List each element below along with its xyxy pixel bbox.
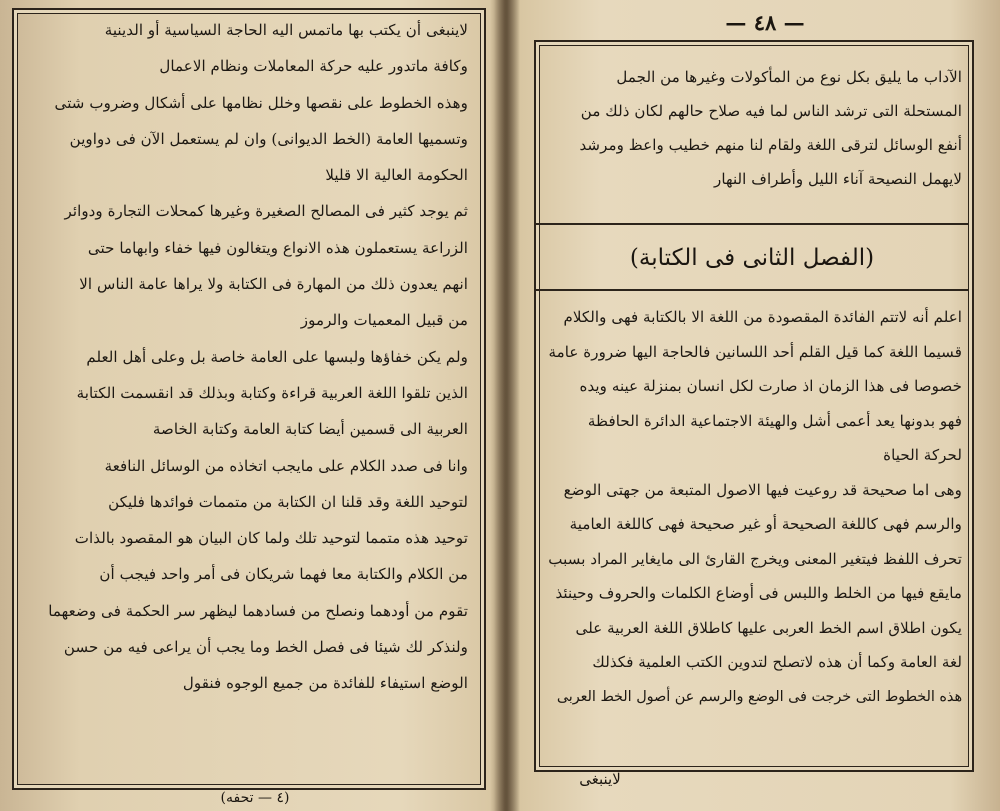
text-line: لغة العامة وكما أن هذه لاتصلح لتدوين الكتب العلمية فكذلك: [592, 653, 962, 671]
text-line: مايقع فيها من الخلط واللبس فى أوضاع الكلمات والحروف وحينئذ: [555, 584, 962, 602]
text-line: هذه الخطوط التى خرجت فى الوضع والرسم عن أصول الخط العربى: [556, 688, 962, 705]
text-line: وكافة ماتدور عليه حركة المعاملات ونظام الاعمال: [159, 57, 468, 76]
text-line: وهى اما صحيحة قد روعيت فيها الاصول المتبعة من جهتى الوضع: [563, 480, 962, 499]
section-rule-bottom: [536, 289, 968, 291]
section-rule-top: [536, 223, 968, 225]
text-line: تحرف اللفظ فيتغير المعنى ويخرج القارئ الى مايغاير المراد بسبب: [548, 549, 962, 568]
text-line: الوضع استيفاء للفائدة من جميع الوجوه فنقول: [182, 674, 468, 693]
text-line: وتسميها العامة (الخط الديوانى) وان لم يستعمل الآن فى دواوين: [69, 129, 468, 148]
book-gutter: [494, 0, 520, 811]
text-line: انهم يعدون ذلك من المهارة فى الكتابة ولا يراها عامة الناس الا: [79, 275, 468, 294]
text-line: فهو بدونها يعد أعمى أشل والهيئة الاجتماعية الدائرة الحافظة: [587, 411, 962, 430]
text-line: وانا فى صدد الكلام على مايجب اتخاذه من الوسائل النافعة: [104, 456, 468, 475]
text-line: الذين تلقوا اللغة العربية قراءة وكتابة وبذلك قد انقسمت الكتابة: [76, 383, 468, 402]
page-number: — ٤٨ —: [725, 10, 805, 35]
text-line: توحيد هذه متمما لتوحيد تلك ولما كان البيان هو المقصود بالذات: [74, 529, 468, 548]
signature-mark: (٤ — تحفه): [220, 790, 290, 806]
text-line: ثم يوجد كثير فى المصالح الصغيرة وغيرها كمحلات التجارة ودوائر: [64, 202, 468, 221]
text-line: لايهمل النصيحة آناء الليل وأطراف النهار: [714, 170, 962, 188]
text-line: الزراعة يستعملون هذه الانواع ويتغالون فيها خفاء وابهاما حتى: [87, 238, 468, 257]
right-page-top-text: [548, 60, 962, 196]
text-line: يكون اطلاق اسم الخط العربى عليها كاطلاق اللغة العربية على: [575, 618, 962, 637]
text-line: وهذه الخطوط على نقصها وخلل نظامها على أشكال وضروب شتى: [54, 93, 468, 112]
text-line: الحكومة العالية الا قليلا: [325, 166, 468, 185]
text-line: ولنذكر لك شيئا فى فصل الخط وما يجب أن يراعى فيه من حسن: [63, 638, 468, 657]
text-line: ولم يكن خفاؤها ولبسها على العامة خاصة بل وعلى أهل العلم: [86, 347, 468, 366]
right-page-body-text: [548, 300, 962, 714]
text-line: والرسم فهى كاللغة الصحيحة أو غير صحيحة فهى كاللغة العامية: [569, 515, 962, 533]
text-line: لتوحيد اللغة وقد قلنا ان الكتابة من متممات فوائدها فليكن: [108, 492, 468, 511]
text-line: اعلم أنه لاتتم الفائدة المقصودة من اللغة الا بالكتابة فهى والكلام: [563, 308, 962, 326]
text-line: قسيما اللغة كما قيل القلم أحد اللسانين فالحاجة اليها ضرورة عامة: [548, 342, 962, 361]
text-line: لاينبغى أن يكتب بها ماتمس اليه الحاجة السياسية أو الدينية: [104, 21, 468, 39]
text-line: الآداب ما يليق بكل نوع من المأكولات وغيرها من الجمل: [616, 68, 962, 86]
text-line: المستحلة التى ترشد الناس لما فيه صلاح حالهم لكان ذلك من: [580, 102, 962, 120]
left-page-text: [28, 12, 468, 702]
text-line: أنفع الوسائل لترقى اللغة ولقام لنا منهم خطيب واعظ ومرشد: [579, 136, 962, 154]
text-line: خصوصا فى هذا الزمان اذ صارت لكل انسان بمنزلة عينه ويده: [579, 377, 962, 395]
text-line: العربية الى قسمين أيضا كتابة العامة وكتابة الخاصة: [152, 420, 468, 439]
text-line: من قبيل المعميات والرموز: [300, 311, 468, 330]
text-line: من الكلام والكتابة معا فهما شريكان فى أمر واحد فيجب أن: [99, 565, 468, 584]
chapter-heading: (الفصل الثانى فى الكتابة): [629, 245, 875, 271]
text-line: تقوم من أودهما ونصلح من فسادهما ليظهر سر الحكمة فى وضعهما: [48, 601, 468, 620]
text-line: لحركة الحياة: [883, 446, 962, 464]
catchword: لاينبغى: [579, 770, 621, 788]
